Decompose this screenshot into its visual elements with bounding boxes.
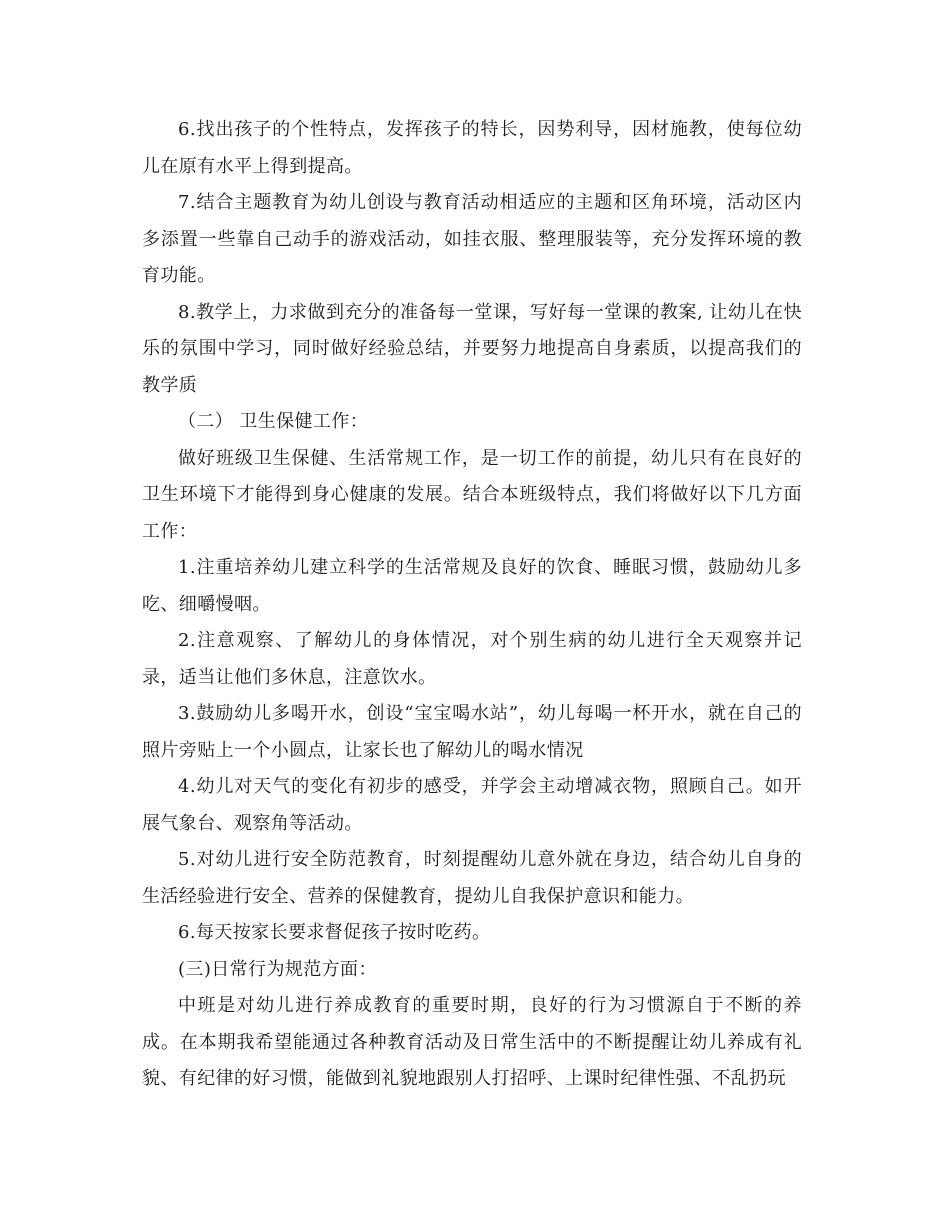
paragraph-health-care-intro: 做好班级卫生保健、生活常规工作，是一切工作的前提，幼儿只有在良好的卫生环境下才能得到身心健康的发展。结合本班级特点，我们将做好以下几方面工作： [142, 447, 802, 542]
paragraph-health-item-2: 2.注意观察、了解幼儿的身体情况，对个别生病的幼儿进行全天观察并记录，适当让他们多休息，注意饮水。 [142, 630, 802, 688]
paragraph-item-8-teaching: 8.教学上，力求做到充分的准备每一堂课，写好每一堂课的教案, 让幼儿在快乐的氛围中学习，同时做好经验总结，并要努力地提高自身素质，以提高我们的教学质 [142, 301, 802, 396]
paragraph-health-item-6: 6.每天按家长要求督促孩子按时吃药。 [178, 922, 491, 943]
section-heading-health-care: （二） 卫生保健工作： [178, 411, 369, 432]
paragraph-health-item-1: 1.注重培养幼儿建立科学的生活常规及良好的饮食、睡眠习惯，鼓励幼儿多吃、细嚼慢咽。 [142, 557, 802, 615]
paragraph-item-6-individual-traits: 6.找出孩子的个性特点，发挥孩子的特长，因势利导，因材施教，使每位幼儿在原有水平上得到提高。 [142, 119, 802, 177]
paragraph-health-item-3: 3.鼓励幼儿多喝开水，创设“宝宝喝水站”，幼儿每喝一杯开水，就在自己的照片旁贴上一个小圆点，让家长也了解幼儿的喝水情况 [142, 703, 802, 761]
paragraph-health-item-4: 4.幼儿对天气的变化有初步的感受，并学会主动增减衣物，照顾自己。如开展气象台、观察角等活动。 [142, 776, 802, 834]
paragraph-item-7-theme-environment: 7.结合主题教育为幼儿创设与教育活动相适应的主题和区角环境，活动区内多添置一些靠自己动手的游戏活动，如挂衣服、整理服装等，充分发挥环境的教育功能。 [142, 192, 802, 286]
paragraph-behavior-intro: 中班是对幼儿进行养成教育的重要时期，良好的行为习惯源自于不断的养成。在本期我希望能通过各种教育活动及日常生活中的不断提醒让幼儿养成有礼貌、有纪律的好习惯，能做到礼貌地跟别人打招呼、上课时纪律性强、不乱扔玩 [142, 995, 802, 1089]
document-page [142, 112, 802, 1098]
paragraph-health-item-5: 5.对幼儿进行安全防范教育，时刻提醒幼儿意外就在身边，结合幼儿自身的生活经验进行安全、营养的保健教育，提幼儿自我保护意识和能力。 [142, 849, 802, 907]
section-heading-behavior-norms: (三)日常行为规范方面： [178, 958, 377, 980]
